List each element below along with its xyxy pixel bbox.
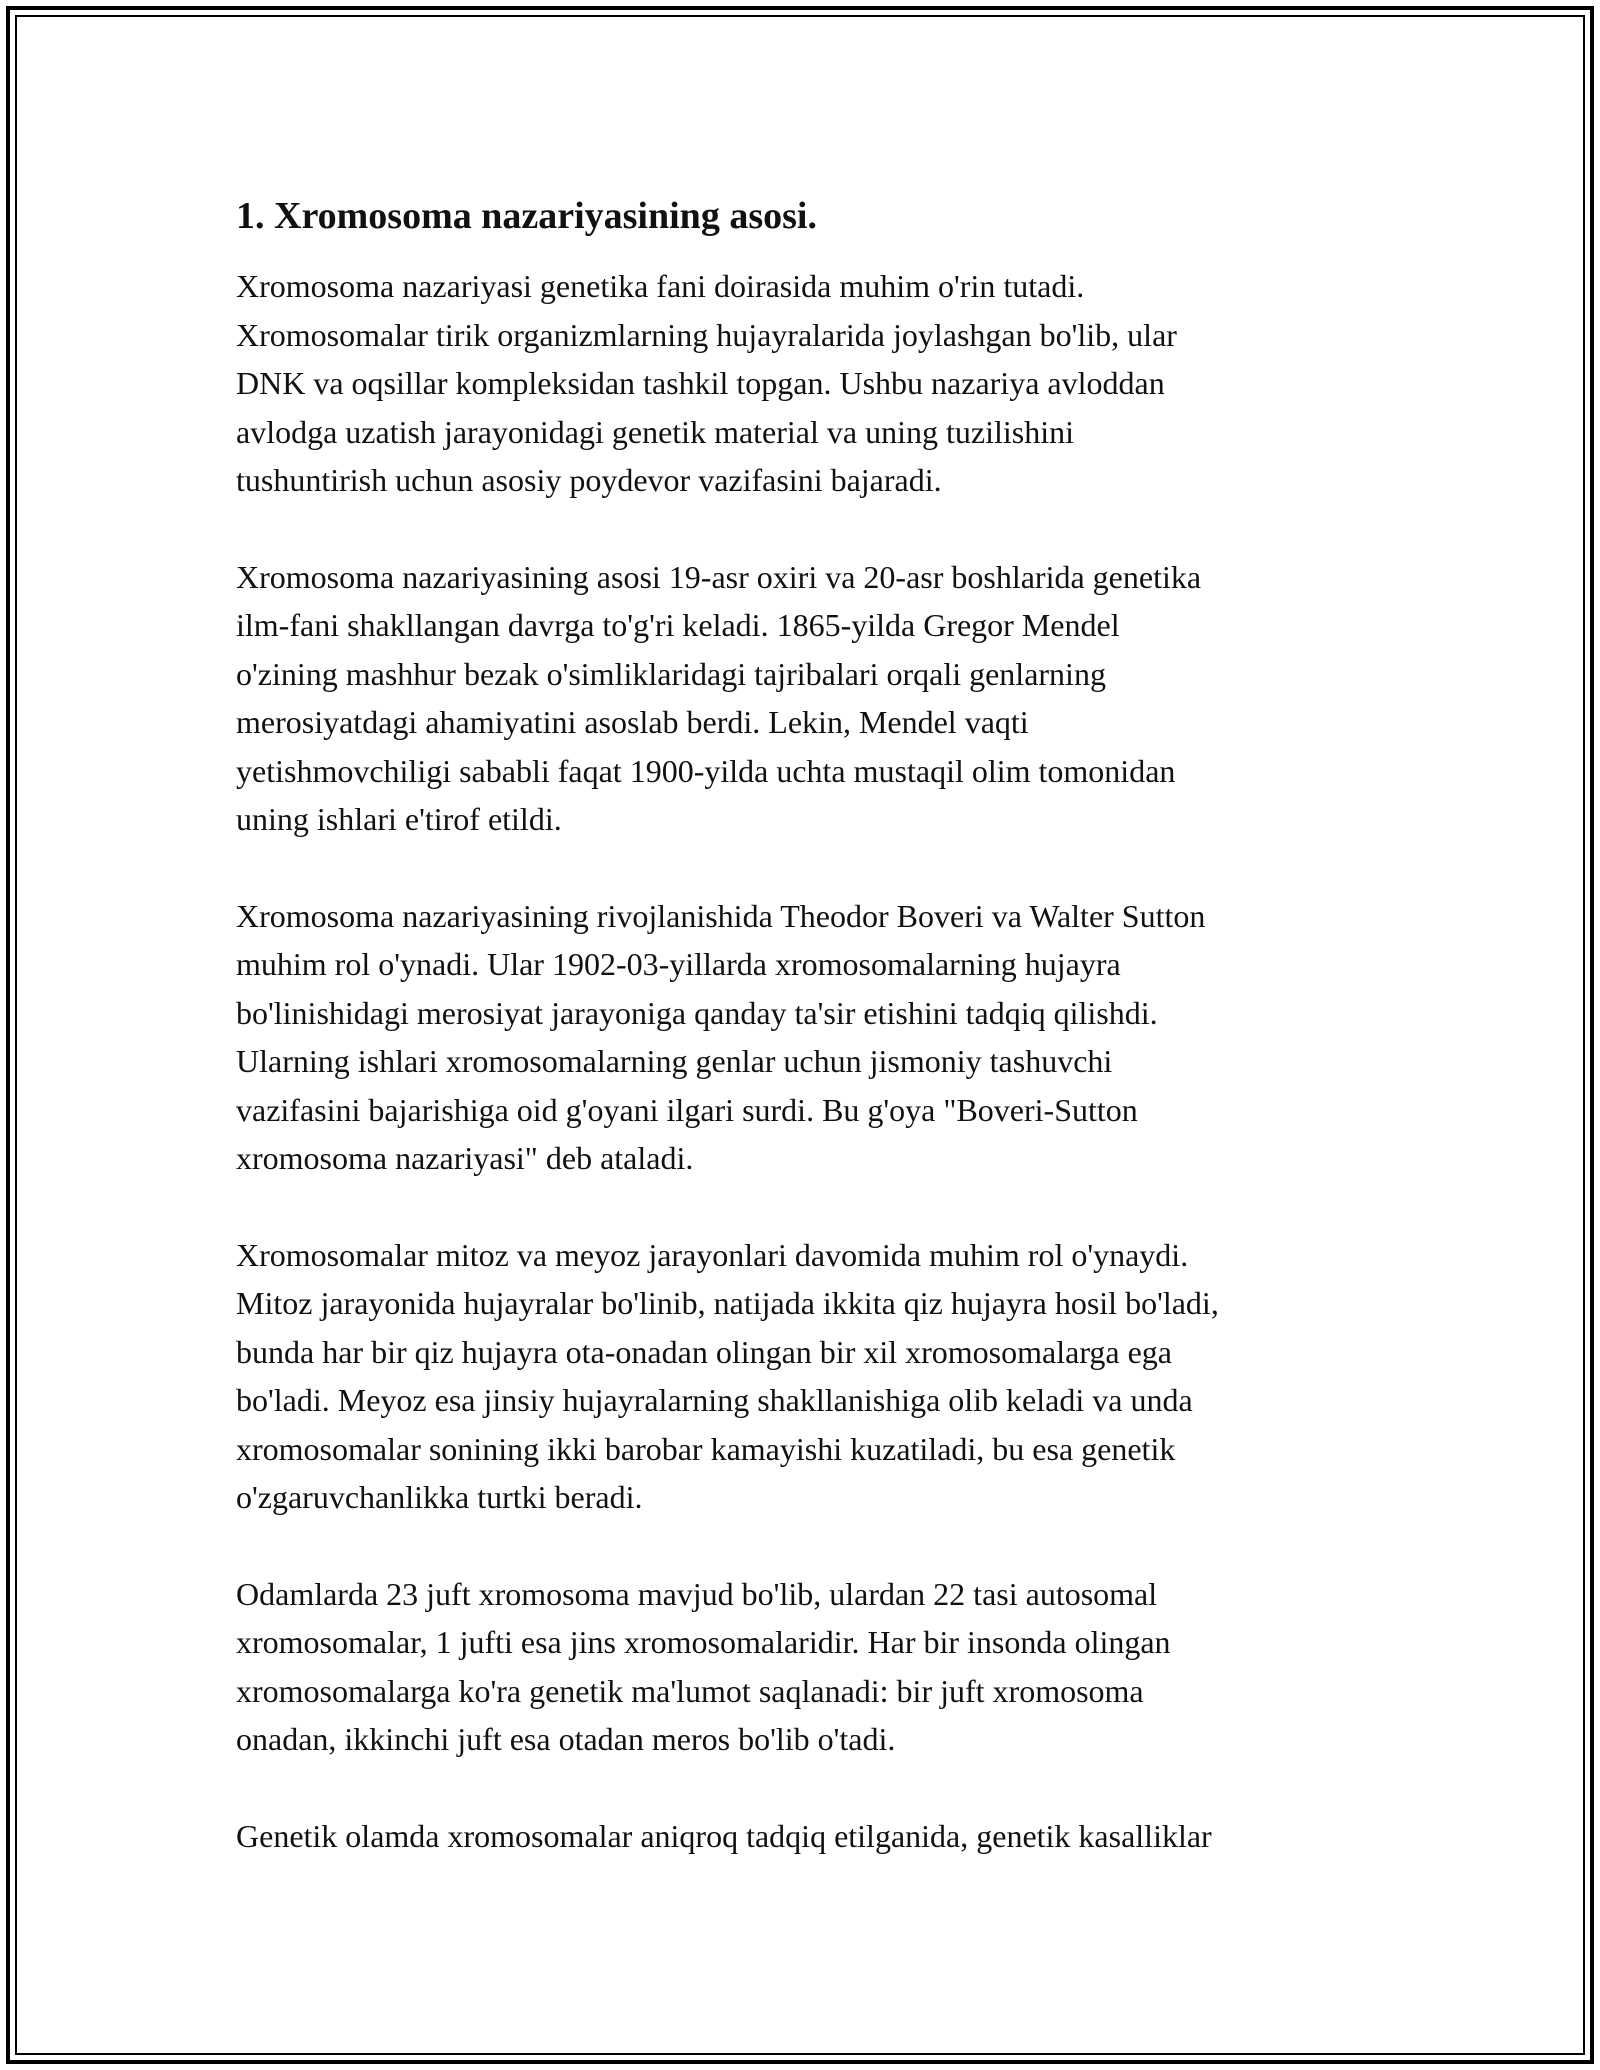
paragraph-line: ilm-fani shakllangan davrga to'g'ri keladi. 1865-yilda Gregor Mendel	[236, 607, 1120, 643]
paragraph-line: Xromosoma nazariyasining asosi 19-asr oxiri va 20-asr boshlarida genetika	[236, 558, 1202, 595]
paragraph-6	[236, 1812, 1381, 1861]
paragraph-line: Xromosomalar tirik organizmlarning hujayralarida joylashgan bo'lib, ular	[236, 316, 1177, 353]
paragraph-line: Genetik olamda xromosomalar aniqroq tadqiq etilganida, genetik kasalliklar	[236, 1817, 1212, 1854]
paragraph-line: yetishmovchiligi sababli faqat 1900-yilda uchta mustaqil olim tomonidan	[236, 752, 1176, 789]
paragraph-line: Xromosoma nazariyasi genetika fani doirasida muhim o'rin tutadi.	[236, 268, 1085, 304]
paragraph-line: xromosomalar, 1 jufti esa jins xromosomalaridir. Har bir insonda olingan	[236, 1624, 1171, 1660]
paragraph-line: Xromosomalar mitoz va meyoz jarayonlari davomida muhim rol o'ynaydi.	[236, 1236, 1189, 1273]
paragraph-line: avlodga uzatish jarayonidagi genetik material va uning tuzilishini	[236, 413, 1074, 450]
paragraph-line: xromosomalar sonining ikki barobar kamayishi kuzatiladi, bu esa genetik	[236, 1430, 1176, 1467]
paragraph-line: muhim rol o'ynadi. Ular 1902-03-yillarda xromosomalarning hujayra	[236, 946, 1121, 982]
paragraph-line: bo'ladi. Meyoz esa jinsiy hujayralarning shakllanishiga olib keladi va unda	[236, 1382, 1193, 1418]
paragraph-line: merosiyatdagi ahamiyatini asoslab berdi. Lekin, Mendel vaqti	[236, 704, 1029, 740]
paragraph-line: xromosoma nazariyasi" deb ataladi.	[236, 1140, 694, 1176]
paragraph-line: vazifasini bajarishiga oid g'oyani ilgari surdi. Bu g'oya "Boveri-Sutton	[236, 1091, 1138, 1128]
paragraph-5	[236, 1570, 1381, 1764]
paragraph-line: bunda har bir qiz hujayra ota-onadan olingan bir xil xromosomalarga ega	[236, 1333, 1172, 1370]
paragraph-line: DNK va oqsillar kompleksidan tashkil topgan. Ushbu nazariya avloddan	[236, 365, 1165, 401]
paragraph-line: Odamlarda 23 juft xromosoma mavjud bo'lib, ulardan 22 tasi autosomal	[236, 1575, 1158, 1612]
paragraph-2	[236, 553, 1381, 844]
paragraph-line: bo'linishidagi merosiyat jarayoniga qanday ta'sir etishini tadqiq qilishdi.	[236, 994, 1158, 1031]
paragraph-line: o'zining mashhur bezak o'simliklaridagi tajribalari orqali genlarning	[236, 655, 1106, 692]
paragraph-line: o'zgaruvchanlikka turtki beradi.	[236, 1479, 643, 1515]
paragraph-line: tushuntirish uchun asosiy poydevor vazifasini bajaradi.	[236, 462, 942, 498]
section-heading: 1. Xromosoma nazariyasining asosi.	[236, 195, 817, 237]
paragraph-3	[236, 892, 1381, 1183]
paragraph-line: onadan, ikkinchi juft esa otadan meros bo'lib o'tadi.	[236, 1721, 896, 1757]
paragraph-line: Xromosoma nazariyasining rivojlanishida Theodor Boveri va Walter Sutton	[236, 897, 1206, 934]
paragraph-line: uning ishlari e'tirof etildi.	[236, 801, 562, 837]
paragraph-line: xromosomalarga ko'ra genetik ma'lumot saqlanadi: bir juft xromosoma	[236, 1672, 1144, 1709]
paragraph-4	[236, 1231, 1381, 1522]
paragraph-line: Mitoz jarayonida hujayralar bo'linib, natijada ikkita qiz hujayra hosil bo'ladi,	[236, 1285, 1219, 1321]
paragraph-line: Ularning ishlari xromosomalarning genlar uchun jismoniy tashuvchi	[236, 1043, 1113, 1079]
paragraph-1	[236, 262, 1381, 505]
document-body	[236, 190, 1381, 1908]
